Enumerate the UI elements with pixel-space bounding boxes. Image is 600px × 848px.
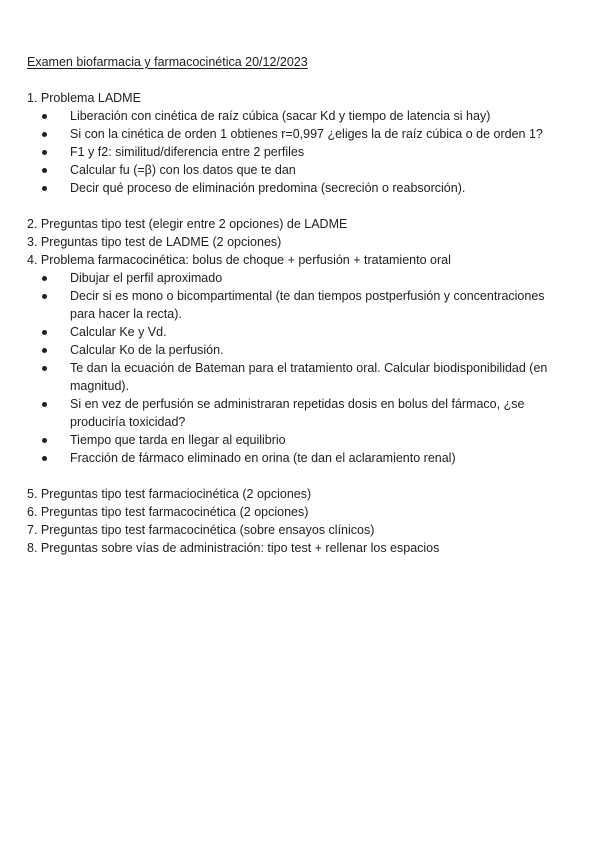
item-5-line: 5. Preguntas tipo test farmaciocinética (2 opciones) — [27, 487, 312, 501]
list-item: Decir qué proceso de eliminación predomina (secreción o reabsorción). — [27, 179, 570, 197]
list-item: Tiempo que tarda en llegar al equilibrio — [27, 431, 570, 449]
list-item: Calcular Ke y Vd. — [27, 323, 570, 341]
item-7-line: 7. Preguntas tipo test farmacocinética (sobre ensayos clínicos) — [27, 523, 375, 537]
bullet-icon — [42, 168, 47, 173]
bullet-icon — [42, 132, 47, 137]
item-8-line: 8. Preguntas sobre vías de administración: tipo test + rellenar los espacios — [27, 541, 440, 555]
bullet-icon — [42, 150, 47, 155]
bullet-icon — [42, 114, 47, 119]
bullet-icon — [42, 294, 47, 299]
list-item: Decir si es mono o bicompartimental (te dan tiempos postperfusión y concentraciones para hacer la recta). — [27, 287, 570, 323]
bullet-icon — [42, 276, 47, 281]
bullet-icon — [42, 348, 47, 353]
list-item: Calcular Ko de la perfusión. — [27, 341, 570, 359]
item-1-heading: 1. Problema LADME — [27, 91, 141, 105]
list-item: Dibujar el perfil aproximado — [27, 269, 570, 287]
bullet-icon — [42, 402, 47, 407]
item-4-heading: 4. Problema farmacocinética: bolus de choque + perfusión + tratamiento oral — [27, 253, 451, 267]
list-item: Calcular fu (=β) con los datos que te dan — [27, 161, 570, 179]
list-item: Si en vez de perfusión se administraran repetidas dosis en bolus del fármaco, ¿se produciría toxicidad? — [27, 395, 570, 431]
item-3-line: 3. Preguntas tipo test de LADME (2 opciones) — [27, 235, 282, 249]
section-remaining-questions — [27, 485, 577, 557]
item-4-bullet-list — [27, 269, 577, 467]
bullet-icon — [42, 330, 47, 335]
item-2-line: 2. Preguntas tipo test (elegir entre 2 opciones) de LADME — [27, 217, 348, 231]
list-item: F1 y f2: similitud/diferencia entre 2 perfiles — [27, 143, 570, 161]
section-ladme-problem — [27, 89, 577, 197]
item-1-bullet-list — [27, 107, 577, 197]
list-item: Si con la cinética de orden 1 obtienes r=0,997 ¿eliges la de raíz cúbica o de orden 1? — [27, 125, 570, 143]
exam-title: Examen biofarmacia y farmacocinética 20/12/2023 — [27, 55, 308, 69]
list-item: Liberación con cinética de raíz cúbica (sacar Kd y tiempo de latencia si hay) — [27, 107, 570, 125]
bullet-icon — [42, 438, 47, 443]
bullet-icon — [42, 366, 47, 371]
bullet-icon — [42, 456, 47, 461]
bullet-icon — [42, 186, 47, 191]
list-item: Te dan la ecuación de Bateman para el tratamiento oral. Calcular biodisponibilidad (en magnitud). — [27, 359, 570, 395]
section-test-and-pk-problem — [27, 215, 577, 467]
item-6-line: 6. Preguntas tipo test farmacocinética (2 opciones) — [27, 505, 309, 519]
list-item: Fracción de fármaco eliminado en orina (te dan el aclaramiento renal) — [27, 449, 570, 467]
